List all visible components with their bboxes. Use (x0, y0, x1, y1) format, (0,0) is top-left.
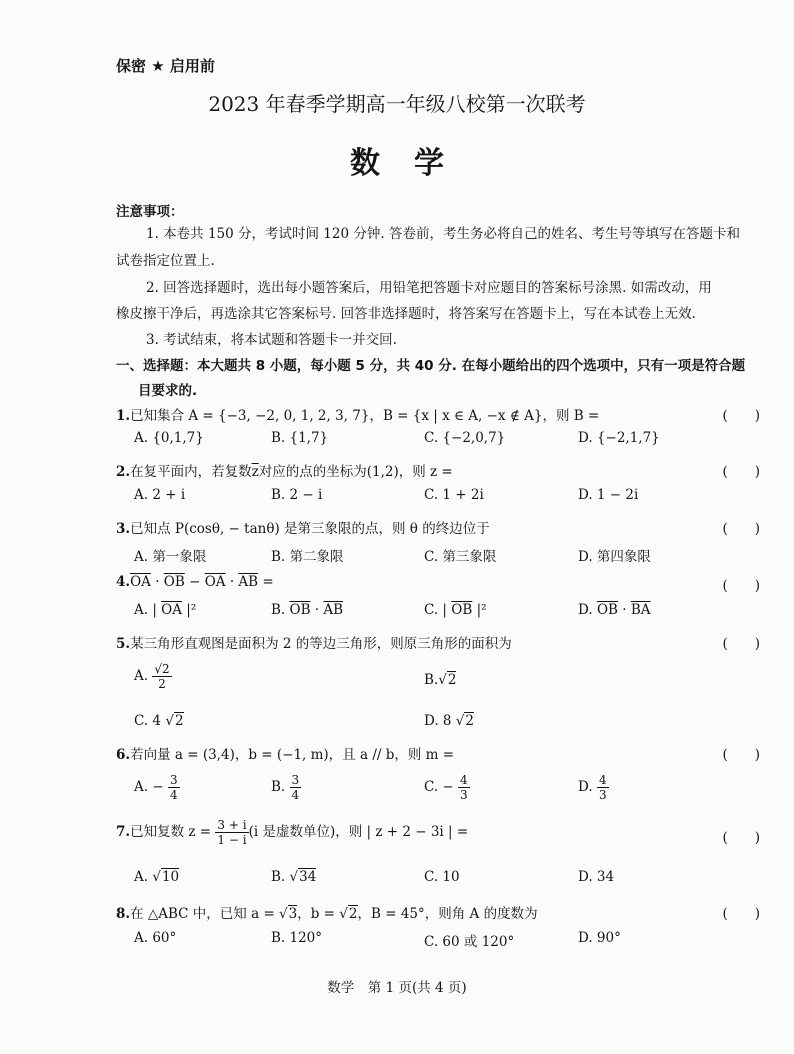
question-text-post: (i 是虚数单位)，则 | z + 2 − 3i | = (248, 824, 469, 840)
radicand: 2 (174, 713, 184, 729)
question-number: 2. (116, 464, 131, 480)
vector-ab: $\overline{AB}$ (323, 602, 344, 618)
question-text-mid: ，b = (297, 906, 340, 922)
q1-option-b: B. {1,7} (271, 430, 329, 446)
q2-option-a: A. 2 + i (134, 487, 186, 503)
numerator: 3 (291, 773, 300, 787)
option-prefix: B. (271, 602, 290, 618)
q4-option-c (424, 602, 487, 618)
denominator: 1 − i (217, 833, 247, 847)
question-number: 8. (116, 906, 131, 922)
option-prefix: A. (134, 869, 153, 885)
q1-option-a: A. {0,1,7} (134, 430, 204, 446)
section-heading-line-1: 一、选择题：本大题共 8 小题，每小题 5 分，共 40 分. 在每小题给出的四个选项中，只有一项是符合题 (116, 358, 746, 374)
radicand: 2 (447, 672, 457, 688)
answer-bracket: ( ) (722, 521, 760, 537)
question-number: 4. (116, 574, 131, 590)
question-text-pre: 已知复数 z = (130, 824, 212, 840)
question-5 (116, 632, 512, 652)
question-text: 某三角形直观图是面积为 2 的等边三角形，则原三角形的面积为 (130, 636, 512, 652)
vector-ba: $\overline{BA}$ (630, 602, 651, 618)
q8-option-b: B. 120° (271, 930, 323, 946)
note-2-line-1: 2. 回答选择题时，选出每小题答案后，用铅笔把答题卡对应题目的答案标号涂黑. 如需改动，用 (146, 280, 712, 296)
vector-oa: $\overline{OA}$ (130, 574, 151, 590)
option-prefix: C. 4 (134, 713, 162, 729)
question-number: 1. (116, 408, 131, 424)
answer-bracket: ( ) (722, 464, 760, 480)
radicand: 2 (348, 906, 358, 922)
dot-op: · (617, 602, 631, 618)
q4-option-b (271, 602, 343, 618)
option-prefix: B. (424, 672, 439, 688)
vector-ob: $\overline{OB}$ (289, 602, 311, 618)
q7-option-b: B. √34 (271, 869, 317, 885)
denominator: 3 (460, 788, 468, 802)
question-text-post: ，B = 45°，则角 A 的度数为 (357, 906, 538, 922)
question-text-post: 对应的点的坐标为(1,2)，则 z = (258, 464, 453, 480)
numerator: 3 (169, 773, 178, 787)
note-1-line-1: 1. 本卷共 150 分，考试时间 120 分钟. 答卷前，考生务必将自己的姓名、考生号等填写在答题卡和 (146, 226, 740, 242)
question-3 (116, 517, 490, 537)
q1-option-c: C. {−2,0,7} (424, 430, 506, 446)
q2-option-c: C. 1 + 2i (424, 487, 484, 503)
numerator: 4 (598, 773, 607, 787)
denominator: 2 (158, 677, 166, 691)
vector-ab: $\overline{AB}$ (238, 574, 259, 590)
fraction (168, 773, 180, 802)
q6-option-b (271, 773, 301, 802)
note-3: 3. 考试结束，将本试题和答题卡一并交回. (146, 332, 397, 348)
numerator: 4 (460, 773, 468, 787)
radicand: 34 (299, 869, 317, 885)
radicand: 3 (288, 906, 298, 922)
q5-option-c: C. 4 √2 (134, 713, 184, 729)
option-prefix: C. − (424, 779, 454, 795)
vector-ob: $\overline{OB}$ (451, 602, 473, 618)
fraction (458, 773, 470, 802)
q7-option-d: D. 34 (578, 869, 615, 885)
question-1 (116, 404, 599, 424)
question-7 (116, 818, 468, 847)
numerator: √2 (154, 662, 170, 676)
q5-option-b: B.√2 (424, 672, 457, 688)
q8-option-d: D. 90° (578, 930, 621, 946)
fraction (597, 773, 609, 802)
denominator: 3 (598, 788, 607, 802)
option-suffix: |² (182, 602, 197, 618)
q8-option-a: A. 60° (134, 930, 177, 946)
q8-option-c: C. 60 或 120° (424, 934, 515, 950)
question-6 (116, 743, 454, 763)
fraction (215, 818, 248, 847)
option-prefix: A. | (134, 602, 162, 618)
option-prefix: D. (578, 779, 593, 795)
z-conjugate: $\overline{z}$ (251, 464, 259, 480)
q6-option-d (578, 773, 609, 802)
question-number: 7. (116, 824, 131, 840)
q7-option-c: C. 10 (424, 869, 460, 885)
question-2 (116, 460, 453, 480)
option-suffix: |² (472, 602, 487, 618)
q3-option-a: A. 第一象限 (134, 549, 207, 565)
q6-option-c (424, 773, 470, 802)
question-text-pre: 在复平面内，若复数 (130, 464, 252, 480)
answer-bracket: ( ) (722, 906, 760, 922)
q5-option-d: D. 8 √2 (424, 713, 475, 729)
option-prefix: A. (134, 668, 149, 684)
section-heading-line-2: 目要求的. (138, 383, 198, 399)
option-prefix: A. − (134, 779, 164, 795)
q4-option-d (578, 602, 650, 618)
vector-ob: $\overline{OB}$ (596, 602, 618, 618)
question-text-pre: 在 △ABC 中，已知 a = (130, 906, 280, 922)
fraction (290, 773, 302, 802)
q2-option-b: B. 2 − i (271, 487, 323, 503)
minus-op: − (184, 574, 205, 590)
q5-option-a (134, 662, 172, 691)
notes-heading: 注意事项： (116, 204, 184, 220)
note-2-line-2: 橡皮擦干净后，再选涂其它答案标号. 回答非选择题时，将答案写在答题卡上，写在本试卷上无效. (116, 306, 696, 322)
subject-title: 数学 (350, 146, 478, 181)
q2-option-d: D. 1 − 2i (578, 487, 639, 503)
q6-option-a (134, 773, 180, 802)
vector-oa: $\overline{OA}$ (204, 574, 226, 590)
option-prefix: D. 8 (424, 713, 452, 729)
page-footer: 数学 第 1 页(共 4 页) (327, 980, 467, 996)
question-text: 若向量 a = (3,4)，b = (−1, m)，且 a // b，则 m = (130, 747, 455, 763)
q3-option-d: D. 第四象限 (578, 549, 651, 565)
q3-option-b: B. 第二象限 (271, 549, 344, 565)
question-number: 3. (116, 521, 131, 537)
q7-option-a: A. √10 (134, 869, 180, 885)
q3-option-c: C. 第三象限 (424, 549, 497, 565)
confidential-label: 保密 ★ 启用前 (116, 57, 215, 75)
exam-title: 2023 年春季学期高一年级八校第一次联考 (208, 92, 586, 116)
q4-option-a (134, 602, 196, 618)
radicand: 2 (465, 713, 475, 729)
option-prefix: C. | (424, 602, 452, 618)
option-prefix: B. (271, 869, 290, 885)
fraction (152, 662, 171, 691)
question-number: 5. (116, 636, 131, 652)
option-prefix: D. (578, 602, 597, 618)
question-text: 已知点 P(cosθ, − tanθ) 是第三象限的点，则 θ 的终边位于 (130, 521, 490, 537)
q1-option-d: D. {−2,1,7} (578, 430, 660, 446)
dot-op: · (225, 574, 239, 590)
answer-bracket: ( ) (722, 408, 760, 424)
answer-bracket: ( ) (722, 747, 760, 763)
vector-ob: $\overline{OB}$ (163, 574, 185, 590)
radicand: 10 (161, 869, 180, 885)
denominator: 4 (169, 788, 178, 802)
denominator: 4 (291, 788, 300, 802)
dot-op: · (310, 602, 324, 618)
answer-bracket: ( ) (722, 636, 760, 652)
numerator: 3 + i (217, 818, 247, 832)
note-1-line-2: 试卷指定位置上. (116, 253, 215, 269)
equals: = (258, 574, 274, 590)
question-4 (116, 574, 274, 590)
question-number: 6. (116, 747, 131, 763)
question-8: 8.在 △ABC 中，已知 a = √3，b = √2，B = 45°，则角 A 的度数为 (116, 906, 538, 922)
answer-bracket: ( ) (722, 578, 760, 594)
option-prefix: B. (271, 779, 286, 795)
answer-bracket: ( ) (722, 830, 760, 846)
dot-op: · (150, 574, 164, 590)
question-text: 已知集合 A = {−3, −2, 0, 1, 2, 3, 7}，B = {x | x ∈ A, −x ∉ A}，则 B = (130, 408, 600, 424)
vector-oa: $\overline{OA}$ (161, 602, 182, 618)
